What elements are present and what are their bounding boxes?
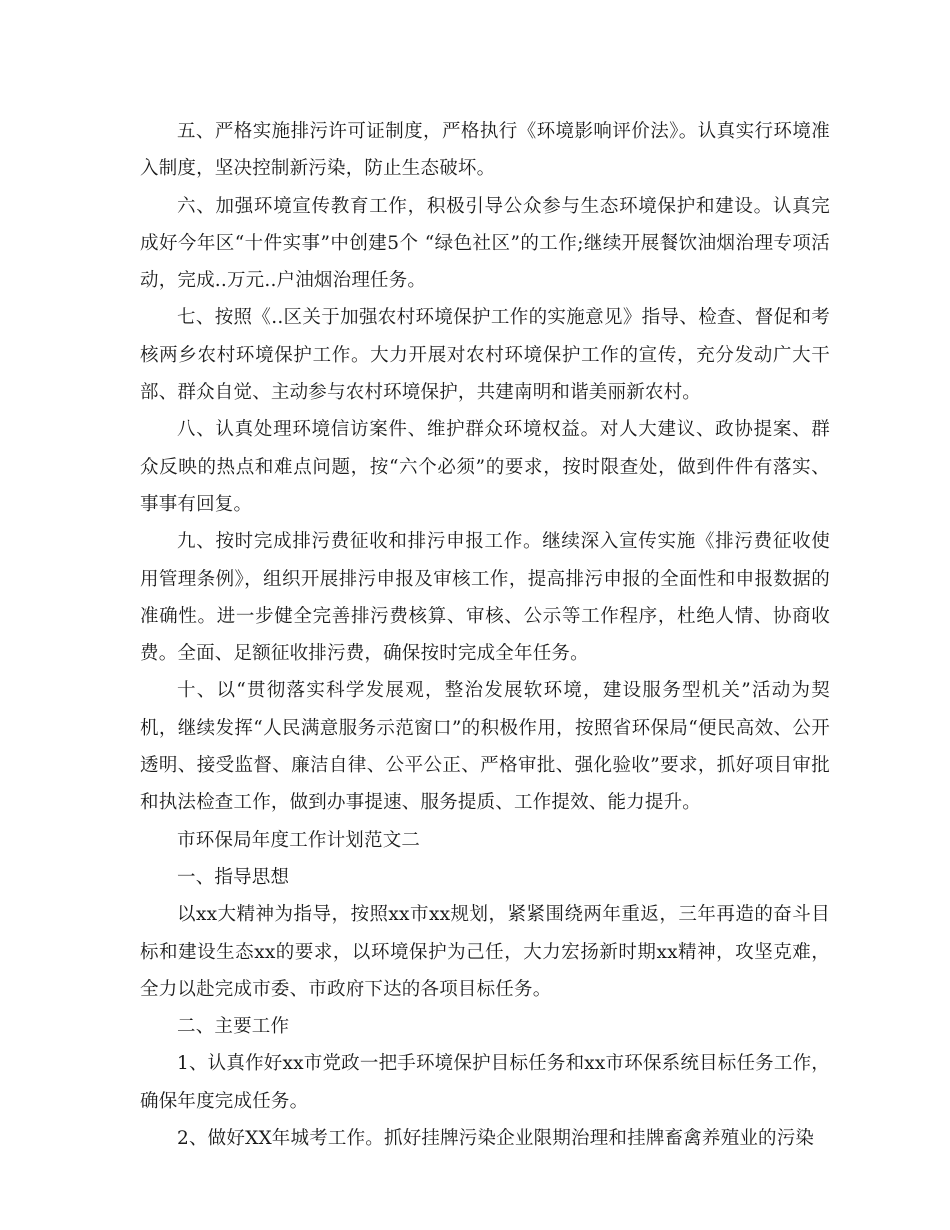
paragraph-item-7: 七、按照《..区关于加强农村环境保护工作的实施意见》指导、检查、督促和考核两乡农村环境保护工作。大力开展对农村环境保护工作的宣传，充分发动广大干部、群众自觉、主动参与农村环境保护，共建南明和谐美丽新农村。 [140, 307, 830, 404]
paragraph-work-item-1: 1、认真作好xx市党政一把手环境保护目标任务和xx市环保系统目标任务工作，确保年度完成任务。 [140, 1053, 830, 1112]
subheading-main-work: 二、主要工作 [177, 1016, 290, 1038]
paragraph-item-8: 八、认真处理环境信访案件、维护群众环境权益。对人大建议、政协提案、群众反映的热点和难点问题，按“六个必须”的要求，按时限查处，做到件件有落实、事事有回复。 [140, 419, 830, 515]
subheading-guiding-ideology: 一、指导思想 [177, 866, 290, 888]
paragraph-work-item-2: 2、做好XX年城考工作。抓好挂牌污染企业限期治理和挂牌畜禽养殖业的污染 [177, 1128, 815, 1150]
paragraph-item-5: 五、严格实施排污许可证制度，严格执行《环境影响评价法》。认真实行环境准入制度，坚决控制新污染，防止生态破坏。 [140, 121, 830, 180]
section-heading-sample-two: 市环保局年度工作计划范文二 [177, 829, 421, 851]
paragraph-item-9: 九、按时完成排污费征收和排污申报工作。继续深入宣传实施《排污费征收使用管理条例》，组织开展排污申报及审核工作，提高排污申报的全面性和申报数据的准确性。进一步健全完善排污费核算、审核、公示等工作程序，杜绝人情、协商收费。全面、足额征收排污费，确保按时完成全年任务。 [140, 531, 830, 665]
document-page [140, 113, 830, 1157]
paragraph-item-6: 六、加强环境宣传教育工作，积极引导公众参与生态环境保护和建设。认真完成好今年区“十件实事”中创建5个 “绿色社区”的工作;继续开展餐饮油烟治理专项活动，完成..万元..户油烟治理任务。 [140, 195, 830, 292]
paragraph-guiding-ideology: 以xx大精神为指导，按照xx市xx规划，紧紧围绕两年重返，三年再造的奋斗目标和建设生态xx的要求，以环境保护为己任，大力宏扬新时期xx精神，攻坚克难，全力以赴完成市委、市政府下达的各项目标任务。 [140, 904, 830, 1000]
paragraph-item-10: 十、以“贯彻落实科学发展观，整治发展软环境，建设服务型机关”活动为契机，继续发挥“人民满意服务示范窗口”的积极作用，按照省环保局“便民高效、公开透明、接受监督、廉洁自律、公平公正、严格审批、强化验收”要求，抓好项目审批和执法检查工作，做到办事提速、服务提质、工作提效、能力提升。 [140, 680, 830, 814]
